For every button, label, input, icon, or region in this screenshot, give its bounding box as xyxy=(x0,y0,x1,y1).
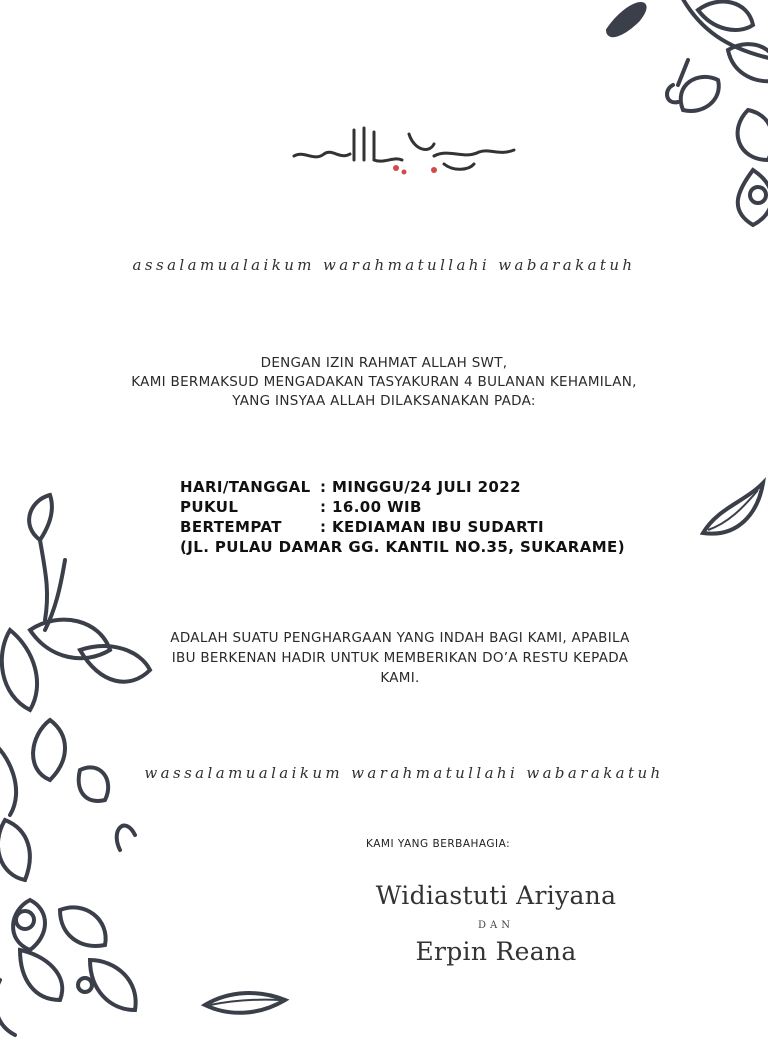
intro-line: KAMI BERMAKSUD MENGADAKAN TASYAKURAN 4 BULANAN KEHAMILAN, xyxy=(131,374,637,390)
time-value: : 16.00 WIB xyxy=(320,498,422,516)
intro-line: DENGAN IZIN RAHMAT ALLAH SWT, xyxy=(260,355,508,371)
day-date-label: HARI/TANGGAL xyxy=(180,478,311,496)
detail-row-date xyxy=(180,477,720,497)
host-name-2: Erpin Reana xyxy=(415,937,577,966)
greeting-closing: wassalamualaikum warahmatullahi wabarakatuh xyxy=(144,764,664,782)
leaf-bottom-illustration xyxy=(200,985,290,1025)
place-value: : KEDIAMAN IBU SUDARTI xyxy=(320,518,544,536)
place-label: BERTEMPAT xyxy=(180,518,282,536)
day-date-value: : MINGGU/24 JULI 2022 xyxy=(320,478,521,496)
signature-label: KAMI YANG BERBAHAGIA: xyxy=(366,838,511,850)
host-name-1: Widiastuti Ariyana xyxy=(375,881,617,910)
closing-line: KAMI. xyxy=(380,670,420,686)
greeting-opening: assalamualaikum warahmatullahi wabarakatuh xyxy=(132,256,636,274)
closing-text xyxy=(150,628,650,688)
time-label: PUKUL xyxy=(180,498,239,516)
floral-top-right-illustration xyxy=(578,0,768,240)
closing-line: ADALAH SUATU PENGHARGAAN YANG INDAH BAGI KAMI, APABILA xyxy=(170,630,630,646)
and-word: DAN xyxy=(478,920,514,931)
detail-row-place xyxy=(180,517,720,537)
intro-line: YANG INSYAA ALLAH DILAKSANAKAN PADA: xyxy=(232,393,536,409)
address: (JL. PULAU DAMAR GG. KANTIL NO.35, SUKARAME) xyxy=(180,538,625,556)
intro-text xyxy=(0,354,768,411)
closing-line: IBU BERKENAN HADIR UNTUK MEMBERIKAN DO’A RESTU KEPADA xyxy=(171,650,629,666)
floral-left-illustration xyxy=(0,480,190,1040)
detail-row-time xyxy=(180,497,720,517)
event-details xyxy=(180,477,720,557)
bismillah-calligraphy xyxy=(284,120,524,178)
